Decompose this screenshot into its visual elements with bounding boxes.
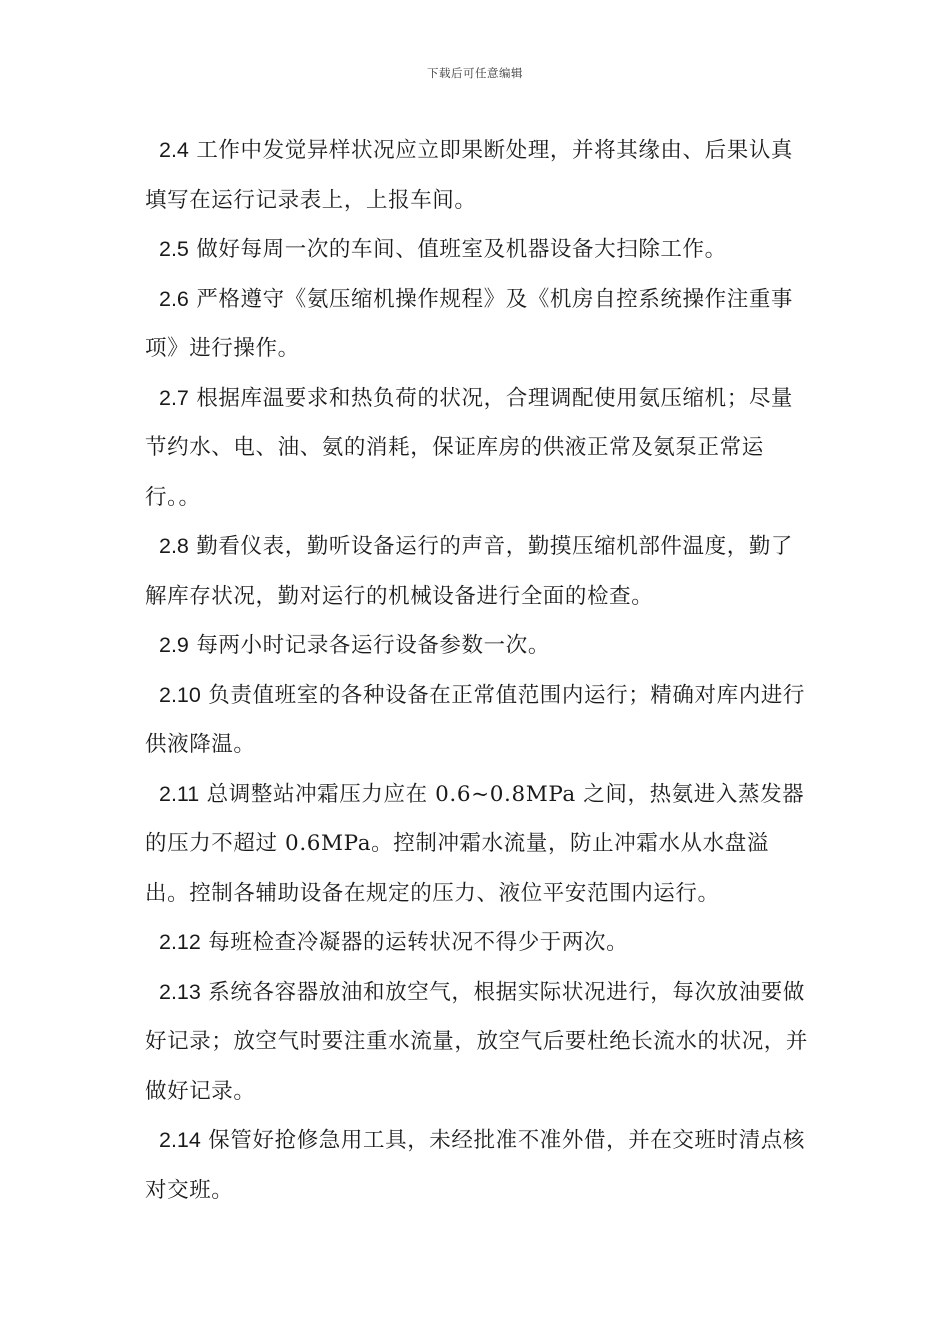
clause-text: 每两小时记录各运行设备参数一次。: [188, 633, 550, 658]
clause-number: 2.4: [159, 138, 189, 162]
paragraph-2-7: [145, 374, 813, 523]
clause-text: 严格遵守《氨压缩机操作规程》及《机房自控系统操作注重事项》进行操作。: [145, 286, 794, 361]
paragraph-2-12: [145, 918, 813, 968]
clause-number: 2.8: [159, 534, 189, 558]
clause-number: 2.5: [159, 237, 189, 261]
clause-number: 2.7: [159, 385, 189, 410]
paragraph-2-5: [145, 225, 813, 275]
clause-text: 系统各容器放油和放空气，根据实际状况进行，每次放油要做好记录；放空气时要注重水流量，放空气后要杜绝长流水的状况，并做好记录。: [145, 979, 809, 1104]
paragraph-2-13: [145, 968, 813, 1117]
clause-text: 每班检查冷凝器的运转状况不得少于两次。: [200, 930, 629, 955]
page-header: 下载后可任意编辑: [427, 66, 523, 80]
clause-text: 负责值班室的各种设备在正常值范围内运行；精确对库内进行供液降温。: [145, 682, 805, 757]
paragraph-2-11: [145, 770, 813, 919]
paragraph-2-14: [145, 1116, 813, 1215]
clause-text: 根据库温要求和热负荷的状况，合理调配使用氨压缩机；尽量节约水、电、油、氨的消耗，保证库房的供液正常及氨泵正常运行。。: [145, 385, 794, 510]
clause-text: 做好每周一次的车间、值班室及机器设备大扫除工作。: [188, 237, 727, 262]
clause-number: 2.6: [159, 286, 189, 311]
paragraph-2-6: [145, 275, 813, 374]
clause-text: 总调整站冲霜压力应在 0.6~0.8MPa 之间，热氨进入蒸发器的压力不超过 0.6MPa。控制冲霜水流量，防止冲霜水从水盘溢出。控制各辅助设备在规定的压力、液位平安范围内运行。: [145, 781, 805, 906]
clause-number: 2.10: [159, 682, 201, 707]
document-body: [145, 126, 813, 1215]
clause-number: 2.12: [159, 930, 201, 954]
clause-text: 工作中发觉异样状况应立即果断处理，并将其缘由、后果认真填写在运行记录表上，上报车间。: [145, 138, 794, 213]
paragraph-2-10: [145, 671, 813, 770]
clause-number: 2.13: [159, 979, 201, 1004]
clause-text: 保管好抢修急用工具，未经批准不准外借，并在交班时清点核对交班。: [145, 1128, 805, 1203]
clause-number: 2.9: [159, 633, 189, 657]
paragraph-2-9: [145, 621, 813, 671]
clause-number: 2.11: [159, 781, 200, 806]
paragraph-2-4: [145, 126, 813, 225]
paragraph-2-8: [145, 522, 813, 621]
clause-text: 勤看仪表，勤听设备运行的声音，勤摸压缩机部件温度，勤了解库存状况，勤对运行的机械设备进行全面的检查。: [145, 534, 794, 609]
clause-number: 2.14: [159, 1128, 201, 1152]
